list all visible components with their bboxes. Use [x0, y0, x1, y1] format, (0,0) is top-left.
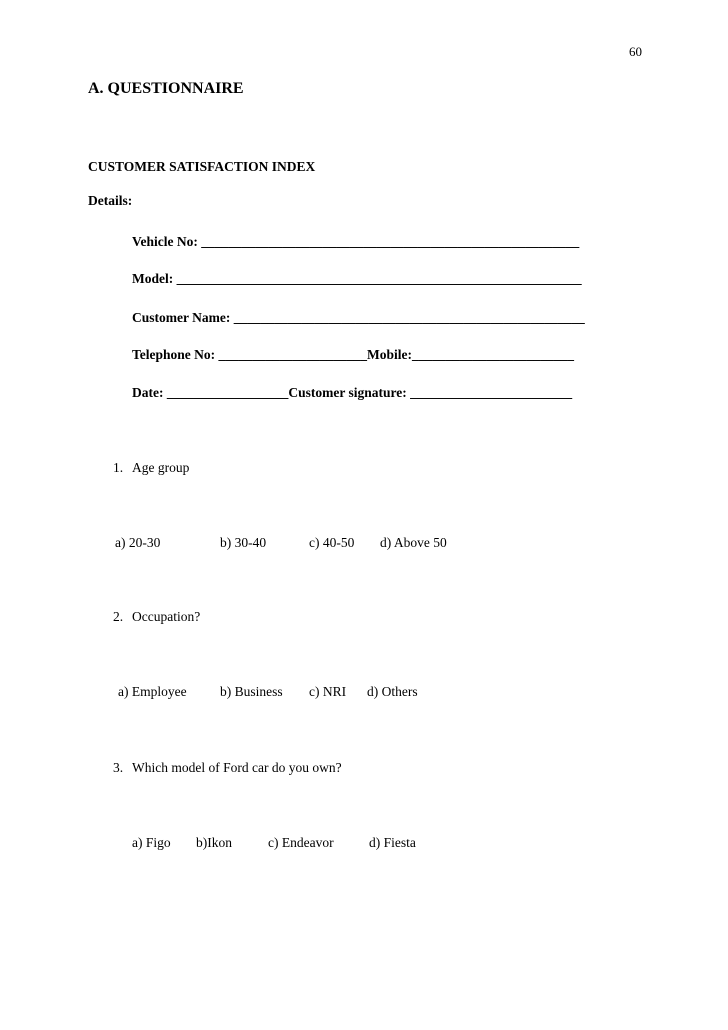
question-3-number: 3.	[113, 760, 124, 775]
question-1-text: Age group	[132, 460, 190, 475]
question-3-text: Which model of Ford car do you own?	[132, 760, 342, 775]
question-3-option-b: b)Ikon	[196, 835, 232, 850]
question-2-option-d: d) Others	[367, 684, 418, 699]
question-2-option-c: c) NRI	[309, 684, 347, 699]
question-3-option-c: c) Endeavor	[268, 835, 334, 850]
question-1-number: 1.	[113, 460, 124, 475]
model-field: Model: ____________________________________________________________	[132, 271, 582, 286]
date-signature-field: Date: __________________Customer signature: ________________________	[132, 385, 573, 400]
vehicle-no-field: Vehicle No: ________________________________________________________	[132, 234, 580, 249]
question-1-option-c: c) 40-50	[309, 535, 355, 550]
telephone-mobile-field: Telephone No: ______________________Mobile:________________________	[132, 347, 574, 362]
customer-name-field: Customer Name: ____________________________________________________	[132, 310, 585, 325]
question-1-option-b: b) 30-40	[220, 535, 267, 550]
question-2-number: 2.	[113, 609, 124, 624]
question-3-option-d: d) Fiesta	[369, 835, 416, 850]
details-label: Details:	[88, 193, 133, 208]
page-heading: A. QUESTIONNAIRE	[88, 80, 244, 97]
question-2-option-a: a) Employee	[118, 684, 187, 699]
question-3-option-a: a) Figo	[132, 835, 171, 850]
question-1-option-d: d) Above 50	[380, 535, 447, 550]
question-1-option-a: a) 20-30	[115, 535, 161, 550]
question-2-option-b: b) Business	[220, 684, 283, 699]
section-title: CUSTOMER SATISFACTION INDEX	[88, 159, 316, 174]
page-number: 60	[629, 44, 642, 59]
question-2-text: Occupation?	[132, 609, 201, 624]
